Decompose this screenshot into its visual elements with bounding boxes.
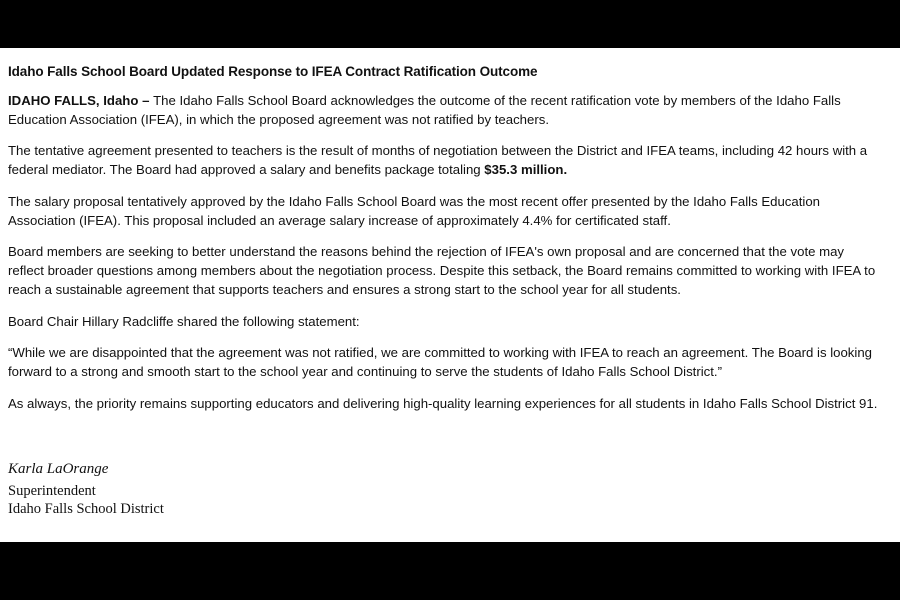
press-release-sheet (0, 48, 900, 542)
signature-organization: Idaho Falls School District (8, 500, 164, 517)
paragraph-negotiation (8, 142, 880, 179)
paragraph-board-concerns: Board members are seeking to better understand the reasons behind the rejection of IFEA's own proposal and are concerned that the vote may reflect broader questions among members about the negotiation process. Despite this setback, the Board remains committed to working with IFEA to reach a sustainable agreement that supports teachers and ensures a strong start to the school year for all students. (8, 244, 876, 297)
signature-name: Karla LaOrange (8, 460, 109, 477)
paragraph-salary-proposal: The salary proposal tentatively approved by the Idaho Falls School Board was the most recent offer presented by the Idaho Falls Education Association (IFEA). This proposal included an average salary increase of approximately 4.4% for certificated staff. (8, 193, 820, 228)
page-title: Idaho Falls School Board Updated Response to IFEA Contract Ratification Outcome (8, 64, 538, 79)
letterbox-bottom (0, 542, 900, 600)
letterbox-top (0, 0, 900, 48)
signature-spacer (8, 427, 880, 461)
paragraph-intro (8, 92, 880, 129)
paragraph-statement-intro: Board Chair Hillary Radcliffe shared the following statement: (8, 313, 360, 329)
package-amount: $35.3 million. (484, 162, 568, 178)
signature-title: Superintendent (8, 482, 96, 499)
paragraph-negotiation-text: The tentative agreement presented to teachers is the result of months of negotiation between the District and IFEA teams, including 42 hours with a federal mediator. The Board had approved a salary and benefits package totaling (8, 143, 868, 178)
paragraph-intro-text: The Idaho Falls School Board acknowledges the outcome of the recent ratification vote by members of the Idaho Falls Education Association (IFEA), in which the proposed agreement was not ratified by teachers. (8, 93, 841, 127)
paragraph-chair-quote: “While we are disappointed that the agreement was not ratified, we are committed to working with IFEA to reach an agreement. The Board is looking forward to a strong and smooth start to the school year and continuing to serve the students of Idaho Falls School District.” (8, 345, 872, 380)
dateline: IDAHO FALLS, Idaho – (8, 93, 154, 108)
paragraph-closing: As always, the priority remains supporting educators and delivering high-quality learning experiences for all students in Idaho Falls School District 91. (8, 395, 878, 411)
